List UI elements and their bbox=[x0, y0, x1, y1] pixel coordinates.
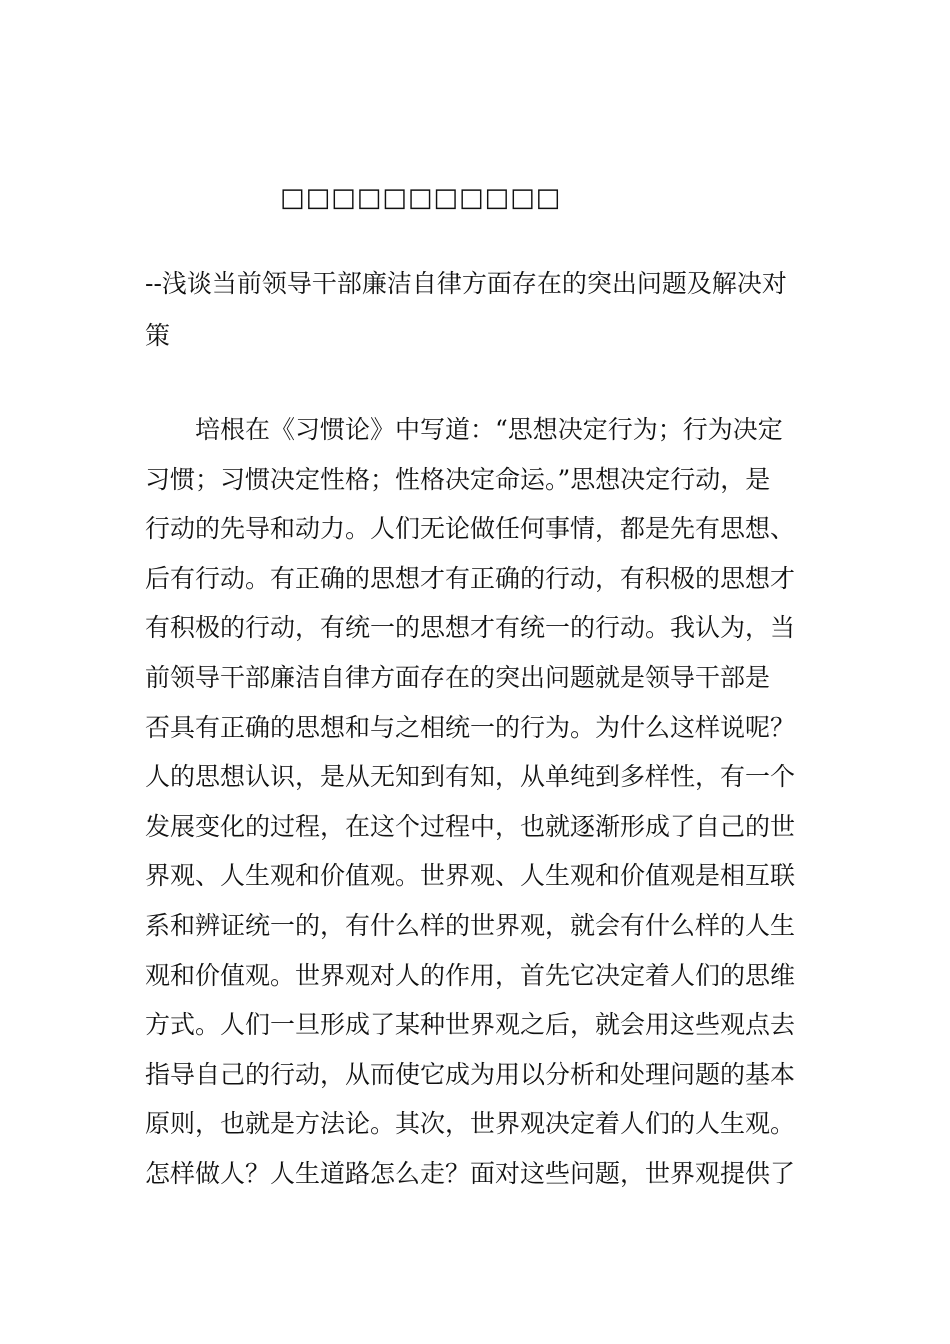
paragraph-line: 习惯；习惯决定性格；性格决定命运。”思想决定行动，是 bbox=[145, 464, 771, 494]
paragraph-line: 原则，也就是方法论。其次，世界观决定着人们的人生观。 bbox=[145, 1109, 796, 1139]
paragraph-line: 后有行动。有正确的思想才有正确的行动，有积极的思想才 bbox=[145, 563, 796, 593]
paragraph-line: 前领导干部廉洁自律方面存在的突出问题就是领导干部是 bbox=[145, 662, 771, 692]
paragraph-line: 培根在《习惯论》中写道：“思想决定行为；行为决定 bbox=[195, 415, 783, 444]
document-title: □□□□□□□□□□□ bbox=[280, 183, 562, 213]
paragraph-line: 发展变化的过程，在这个过程中，也就逐渐形成了自己的世 bbox=[145, 811, 796, 841]
subtitle-line: --浅谈当前领导干部廉洁自律方面存在的突出问题及解决对 bbox=[145, 269, 787, 298]
paragraph-line: 指导自己的行动，从而使它成为用以分析和处理问题的基本 bbox=[145, 1059, 796, 1089]
paragraph-line: 界观、人生观和价值观。世界观、人生观和价值观是相互联 bbox=[145, 861, 796, 891]
paragraph-line: 系和辨证统一的，有什么样的世界观，就会有什么样的人生 bbox=[145, 910, 796, 940]
paragraph-line: 怎样做人？人生道路怎么走？面对这些问题，世界观提供了 bbox=[145, 1158, 796, 1188]
body-paragraph bbox=[145, 405, 825, 1199]
document-subtitle bbox=[145, 258, 815, 362]
paragraph-line: 有积极的行动，有统一的思想才有统一的行动。我认为，当 bbox=[145, 613, 796, 643]
paragraph-line: 行动的先导和动力。人们无论做任何事情，都是先有思想、 bbox=[145, 514, 796, 544]
paragraph-line: 否具有正确的思想和与之相统一的行为。为什么这样说呢？ bbox=[145, 712, 796, 742]
paragraph-line: 观和价值观。世界观对人的作用，首先它决定着人们的思维 bbox=[145, 960, 796, 990]
subtitle-line: 策 bbox=[145, 321, 171, 350]
paragraph-line: 方式。人们一旦形成了某种世界观之后，就会用这些观点去 bbox=[145, 1010, 796, 1040]
paragraph-line: 人的思想认识，是从无知到有知，从单纯到多样性，有一个 bbox=[145, 762, 796, 792]
